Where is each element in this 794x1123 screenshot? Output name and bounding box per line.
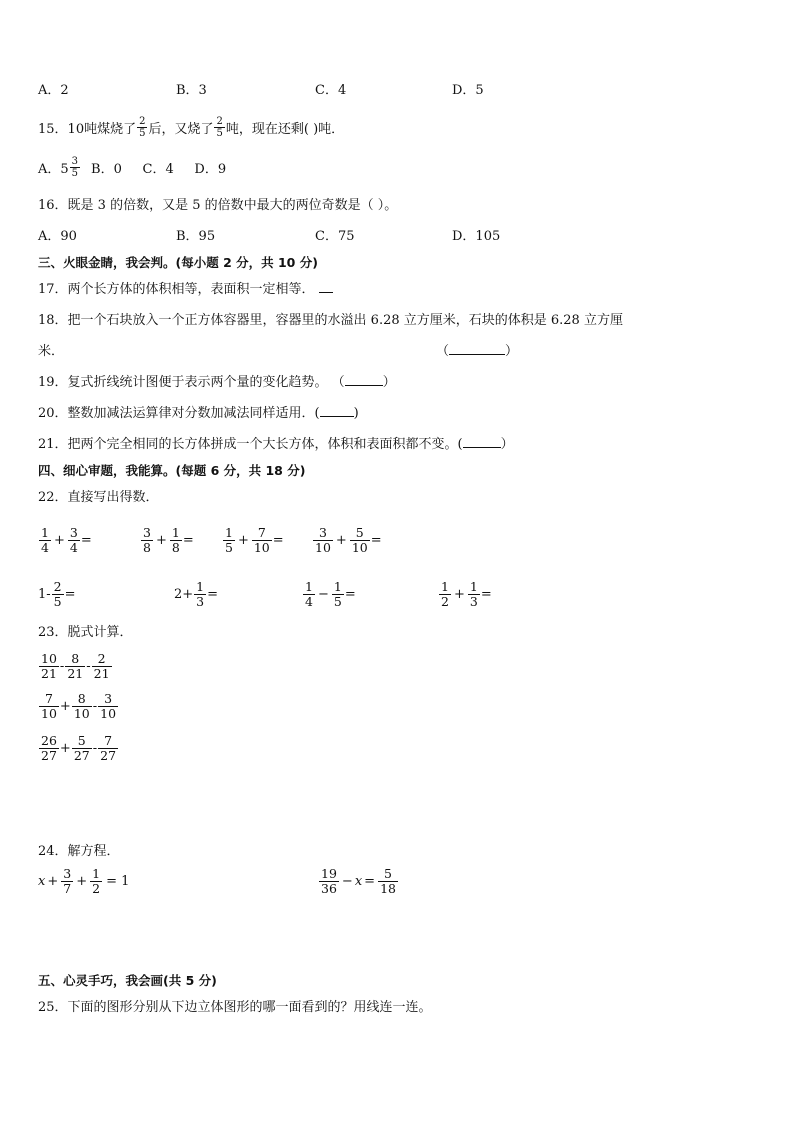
q15-question [38, 116, 344, 139]
q16-option-b: B．95 [176, 229, 216, 244]
q16-question: 16．既是 3 的倍数，又是 5 的倍数中最大的两位奇数是（ ）。 [38, 198, 398, 213]
q19-blank[interactable] [345, 385, 383, 386]
q22-expr-6: 2+ $\frac{1}{3}$ = [174, 579, 219, 609]
q15-option-a: A．5 [38, 162, 69, 177]
q15-other-options: B．0 C．4 D．9 [91, 162, 227, 177]
q22-expr-5: 1- $\frac{2}{5}$ = [38, 579, 76, 609]
q23-calc-1: $\frac{10}{21}$ - $\frac{8}{21}$ - $\frac{2}{21}$ [41, 651, 110, 681]
q14-option-a: A．2 [38, 83, 69, 98]
q14-option-c: C．4 [315, 83, 347, 98]
q18-blank[interactable] [449, 354, 505, 355]
q16-option-d: D．105 [452, 229, 501, 244]
q20: 20．整数加减法运算律对分数加减法同样适用．( ) [38, 406, 359, 421]
q22-expr-1: $\frac{1}{4}$ + $\frac{3}{4}$ = [41, 525, 92, 555]
q15-mid: 后，又烧了 [148, 122, 214, 137]
q15-option-a-fraction: $\frac{3}{5}$ [71, 156, 79, 179]
q20-blank[interactable] [320, 416, 354, 417]
q18-line-2: 米． [38, 344, 65, 359]
q25: 25．下面的图形分别从下边立体图形的哪一面看到的？用线连一连。 [38, 1000, 432, 1015]
q23-calc-3: $\frac{26}{27}$ + $\frac{5}{27}$ - $\frac{7}{27}$ [41, 733, 117, 763]
q15-fraction-2: $\frac{2}{5}$ [216, 116, 223, 139]
q22-expr-8: $\frac{1}{2}$ + $\frac{1}{3}$ = [441, 579, 492, 609]
q14-option-b: B．3 [176, 83, 207, 98]
q22-title: 22．直接写出得数． [38, 490, 159, 505]
q24-equation-2: $\frac{19}{36}$ − x = $\frac{5}{18}$ [321, 866, 396, 896]
q23-title: 23．脱式计算． [38, 625, 133, 640]
q15-prefix: 15．10吨煤烧了 [38, 122, 137, 137]
section-3-title: 三、火眼金睛，我会判。(每小题 2 分，共 10 分) [38, 255, 318, 270]
q22-expr-4: $\frac{3}{10}$ + $\frac{5}{10}$ = [315, 525, 382, 555]
q17: 17．两个长方体的体积相等，表面积一定相等． [38, 281, 333, 299]
section-4-title: 四、细心审题，我能算。(每题 6 分，共 18 分) [38, 463, 306, 478]
q16-option-c: C．75 [315, 229, 355, 244]
q15-suffix: 吨，现在还剩( )吨． [225, 122, 345, 137]
q22-expr-7: $\frac{1}{4}$ − $\frac{1}{5}$ = [305, 579, 356, 609]
q24-equation-1: x + $\frac{3}{7}$ + $\frac{1}{2}$ = 1 [38, 866, 130, 896]
q23-calc-2: $\frac{7}{10}$ + $\frac{8}{10}$ - $\frac{3}{10}$ [41, 691, 117, 721]
q14-option-d: D．5 [452, 83, 484, 98]
q21: 21．把两个完全相同的长方体拼成一个大长方体，体积和表面积都不变。( ） [38, 437, 514, 452]
q15-options [38, 156, 226, 179]
q22-expr-2: $\frac{3}{8}$ + $\frac{1}{8}$ = [143, 525, 194, 555]
q15-fraction-1: $\frac{2}{5}$ [139, 116, 146, 139]
q24-title: 24．解方程． [38, 844, 120, 859]
q22-expr-3: $\frac{1}{5}$ + $\frac{7}{10}$ = [225, 525, 284, 555]
q16-option-a: A．90 [38, 229, 77, 244]
q18-line-1: 18．把一个石块放入一个正方体容器里，容器里的水溢出 6.28 立方厘米，石块的体积是 6.28 立方厘 [38, 313, 623, 328]
section-5-title: 五、心灵手巧，我会画(共 5 分) [38, 973, 217, 988]
q18-answer: （ ） [436, 344, 519, 359]
q21-blank[interactable] [463, 447, 501, 448]
q17-blank[interactable] [319, 292, 333, 293]
q19: 19．复式折线统计图便于表示两个量的变化趋势。 （ ） [38, 375, 396, 390]
